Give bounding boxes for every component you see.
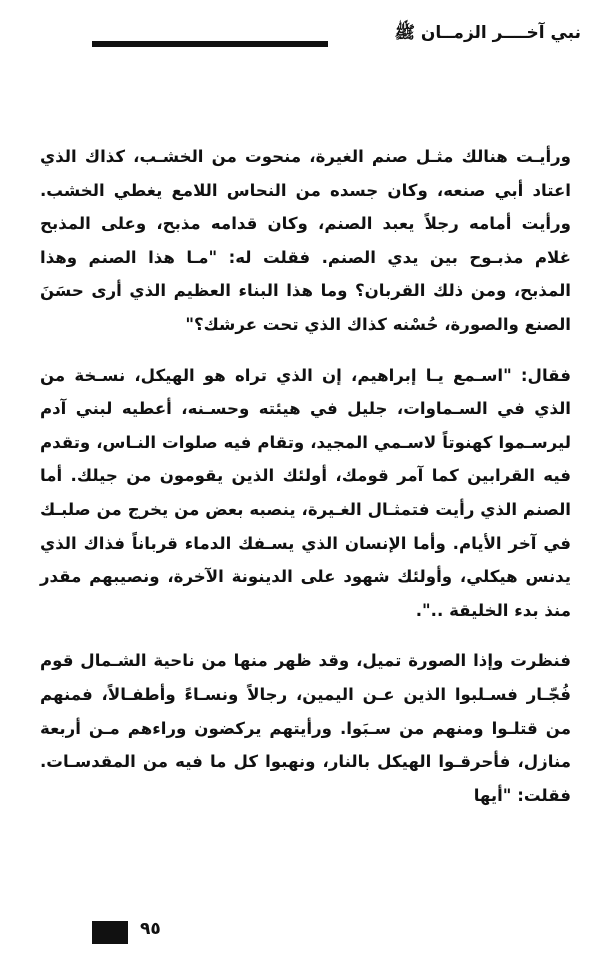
paragraph-2: فقال: "اسـمع يـا إبراهيم، إن الذي تراه هو الهيكل، نسـخة من الذي في السـماوات، جليل في هيئته وحسـنه، أعطيه لبني آدم ليرسـموا كهنوتاً لاسـمي المجيد، وتقام فيه صلوات النـاس، وتقدم فيه القرابين كما آمر قومك، أولئك الذين يقومون من جيلك. أما الصنم الذي رأيت فتمثـال الغـيرة، ينصبه بعض من يخرج من صلبـك في آخر الأيام. وأما الإنسان الذي يسـفك الدماء قرباناً فذاك الذي يدنس هيكلي، وأولئك شهود على الدينونة الآخرة، ونصيبهم مقدر منذ بدء الخليقة ..". — [40, 365, 571, 620]
body-text — [40, 140, 571, 812]
header-rule — [92, 41, 328, 47]
running-header-title: نبي آخــــر الزمــان ﷺ — [394, 23, 581, 43]
footer-block — [92, 921, 128, 944]
page-number: ٩٥ — [140, 919, 161, 939]
paragraph-1: ورأيـت هنالك مثـل صنم الغيرة، منحوت من الخشـب، كذاك الذي اعتاد أبي صنعه، وكان جسده من النحاس اللامع يغطي الخشب. ورأيت أمامه رجلاً يعبد الصنم، وكان قدامه مذبح، وعلى المذبح غلام مذبـوح بين يدي الصنم. فقلت له: "مـا هذا الصنم وهذا المذبح، ومن ذلك القربان؟ وما هذا البناء العظيم الذي أرى حسَنَ الصنع والصورة، حُسْنه كذاك الذي تحت عرشك؟" — [40, 147, 571, 334]
paragraph-3: فنظرت وإذا الصورة تميل، وقد ظهر منها من ناحية الشـمال قوم فُجّـار فسـلبوا الذين عـن اليمين، رجالاً ونسـاءً وأطفـالاً، فمنهم من قتلـوا ومنهم من سـبَوا. ورأيتهم يركضون وراءهم مـن أربعة منازل، فأحرقـوا الهيكل بالنار، ونهبوا كل ما فيه من المقدسـات. فقلت: "أيها — [40, 651, 571, 805]
